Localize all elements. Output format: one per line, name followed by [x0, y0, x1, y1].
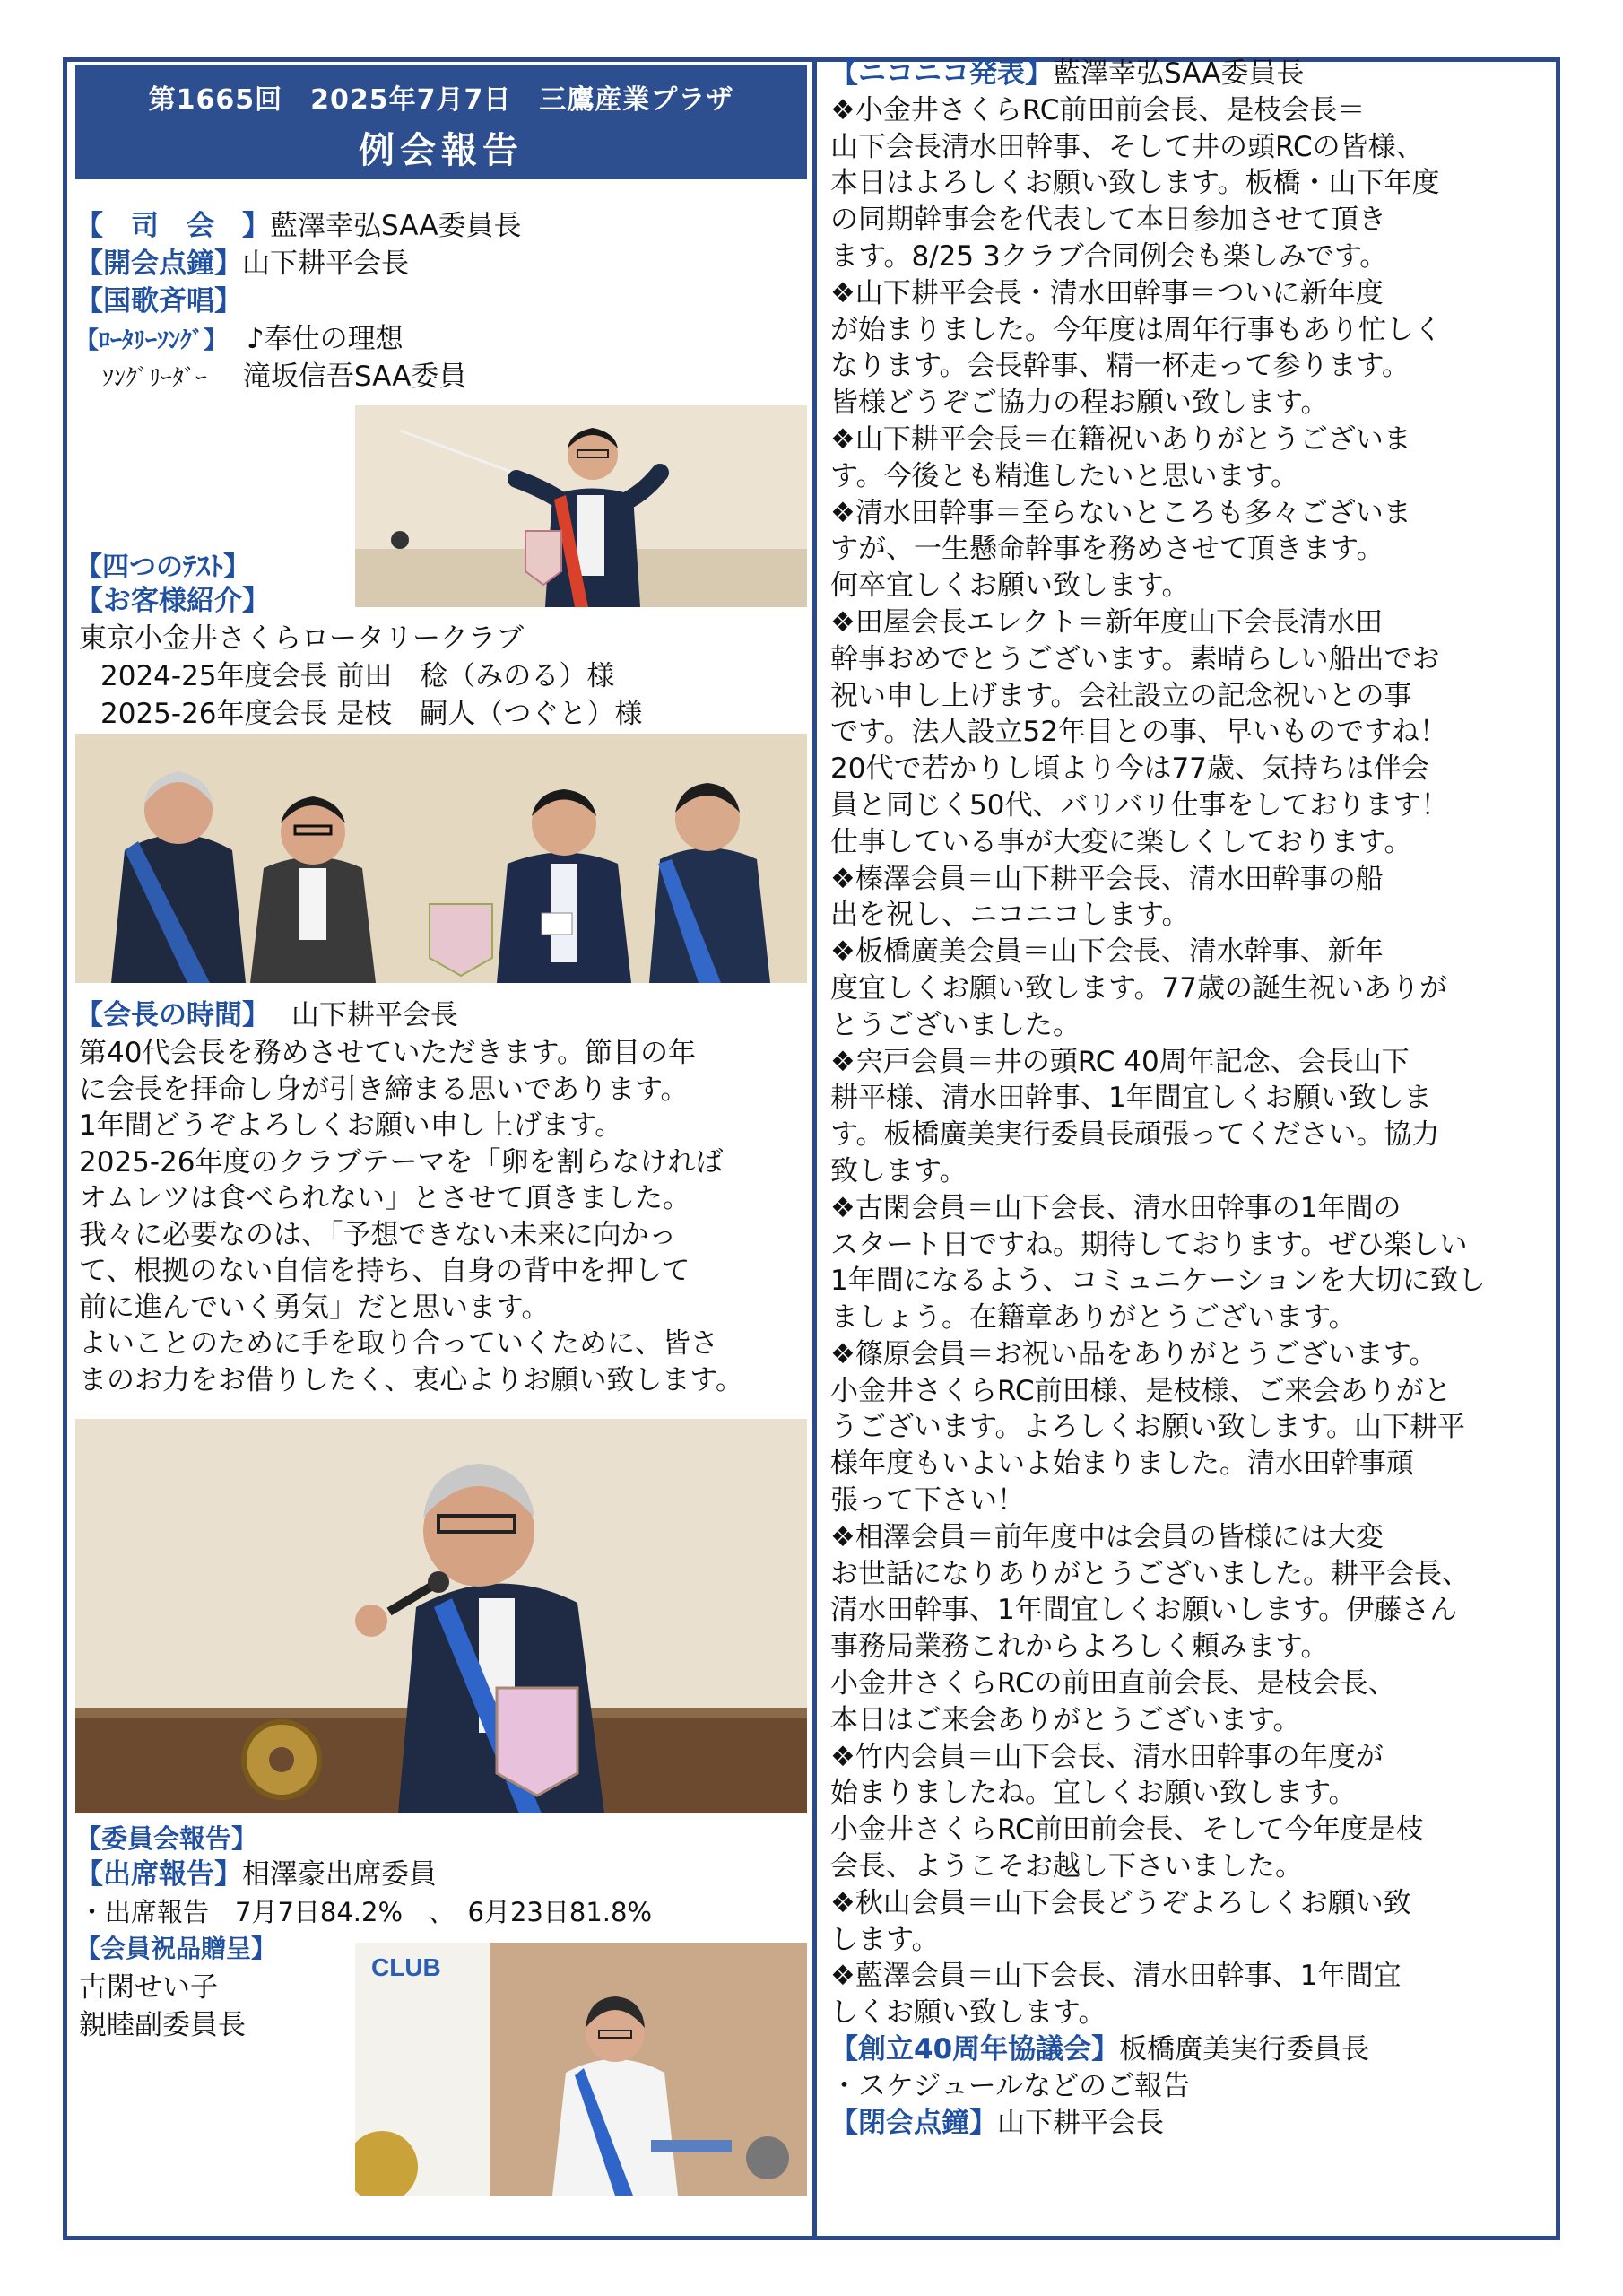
line-text: の同期幹事会を代表して本日参加させて頂き — [830, 204, 1386, 237]
four-test-row — [75, 549, 250, 586]
speech-line: て、根拠のない自信を持ち、自身の背中を押して — [79, 1255, 690, 1287]
line-text: 小金井さくらRCの前田直前会長、是枝会長、 — [830, 1667, 1396, 1700]
nikoniko-line — [830, 1922, 1548, 1959]
line-text: 耕平様、清水田幹事、1年間宜しくお願い致しま — [830, 1082, 1432, 1115]
attendance-row — [75, 1857, 437, 1892]
line-text: す。板橋廣美実行委員長頑張ってください。協力 — [830, 1118, 1440, 1152]
shikai-value: 藍澤幸弘SAA委員長 — [270, 210, 522, 242]
section-tag: 【閉会点鐘】 — [830, 2106, 997, 2139]
line-text: ❖山下耕平会長・清水田幹事＝ついに新年度 — [830, 276, 1384, 309]
line-text: すが、一生懸命幹事を務めさせて頂きます。 — [830, 533, 1384, 566]
line-text: 致します。 — [830, 1154, 968, 1187]
line-text: なります。会長幹事、精一杯走って参ります。 — [830, 350, 1410, 383]
kaikai-value: 山下耕平会長 — [242, 248, 409, 280]
line-text: 本日はご来会ありがとうございます。 — [830, 1703, 1301, 1736]
nikoniko-line — [830, 1300, 1548, 1336]
nikoniko-line — [830, 56, 1548, 92]
nikoniko-line — [830, 1995, 1548, 2031]
line-text: 1年間になるよう、コミュニケーションを大切に致し — [830, 1265, 1486, 1298]
guests-photo — [75, 734, 807, 983]
kokka-row — [75, 283, 242, 319]
speech-line: まのお力をお借りしたく、衷心よりお願い致します。 — [79, 1363, 743, 1396]
line-text: スタート日ですね。期待しております。ぜひ楽しい — [830, 1228, 1468, 1261]
line-text: 本日はよろしくお願い致します。板橋・山下年度 — [830, 167, 1440, 200]
nikoniko-line — [830, 678, 1548, 715]
nikoniko-line — [830, 1190, 1548, 1227]
line-text: 山下会長清水田幹事、そして井の頭RCの皆様、 — [830, 130, 1424, 163]
line-text: ❖秋山会員＝山下会長どうぞよろしくお願い致 — [830, 1886, 1411, 1919]
gift-photo — [355, 1943, 807, 2196]
song-leader-photo — [355, 405, 807, 607]
nikoniko-line — [830, 202, 1548, 239]
club-sign: CLUB — [371, 1953, 441, 1981]
nikoniko-line — [830, 641, 1548, 678]
line-text: 20代で若かりし頃より今は77歳、気持ちは伴会 — [830, 752, 1429, 786]
president-tag: 【会長の時間】 — [75, 999, 270, 1031]
song-leader-value: 滝坂信吾SAA委員 — [242, 361, 467, 393]
line-text: 出を祝し、ニコニコします。 — [830, 899, 1190, 932]
line-text: 祝い申し上げます。会社設立の記念祝いとの事 — [830, 679, 1412, 712]
gift-role: 親睦副委員長 — [79, 2009, 246, 2041]
nikoniko-line — [830, 312, 1548, 349]
guest-club: 東京小金井さくらロータリークラブ — [79, 622, 524, 655]
section-tag: 【創立40周年協議会】 — [830, 2033, 1120, 2066]
rotary-song-row — [75, 321, 404, 359]
nikoniko-line — [830, 1336, 1548, 1373]
committee-row — [75, 1821, 257, 1857]
song-leader-row — [102, 359, 466, 396]
song-leader-tag: ｿﾝｸﾞﾘｰﾀﾞｰ — [102, 365, 208, 392]
committee-tag: 【委員会報告】 — [75, 1823, 258, 1854]
nikoniko-line — [830, 787, 1548, 824]
nikoniko-line — [830, 934, 1548, 970]
line-text: 仕事している事が大変に楽しくしております。 — [830, 825, 1412, 858]
line-text: ❖竹内会員＝山下会長、清水田幹事の年度が — [830, 1740, 1384, 1773]
nikoniko-line — [830, 2068, 1548, 2105]
nikoniko-line — [830, 348, 1548, 385]
shikai-tag: 【 司 会 】 — [75, 210, 270, 242]
kaikai-tag: 【開会点鐘】 — [75, 248, 242, 280]
speech-line: よいことのために手を取り合っていくために、皆さ — [79, 1327, 718, 1360]
nikoniko-line — [830, 714, 1548, 751]
line-text: 清水田幹事、1年間宜しくお願いします。伊藤さん — [830, 1594, 1458, 1627]
nikoniko-line — [830, 1044, 1548, 1081]
nikoniko-line — [830, 1007, 1548, 1044]
guest-2: 2025-26年度会長 是枝 嗣人（つぐと）様 — [100, 698, 643, 730]
guest-row — [75, 583, 270, 619]
nikoniko-line — [830, 1592, 1548, 1629]
line-text: す。今後とも精進したいと思います。 — [830, 459, 1299, 492]
gift-name: 古閑せい子 — [79, 1971, 218, 2004]
nikoniko-line — [830, 970, 1548, 1007]
line-text: 様年度もいよいよ始まりました。清水田幹事頑 — [830, 1448, 1414, 1481]
report-title: 例会報告 — [359, 130, 524, 171]
nikoniko-line — [830, 1665, 1548, 1702]
speech-line: オムレツは食べられない」とさせて頂きました。 — [79, 1182, 690, 1214]
line-text: 度宜しくお願い致します。77歳の誕生祝いありが — [830, 971, 1447, 1004]
line-text: 事務局業務これからよろしく頼みます。 — [830, 1631, 1329, 1664]
gift-tag: 【会員祝品贈呈】 — [75, 1934, 277, 1963]
line-text: 小金井さくらRC前田前会長、そして今年度是枝 — [830, 1813, 1424, 1847]
speech-line: 第40代会長を務めさせていただきます。節目の年 — [79, 1037, 696, 1069]
report-header — [75, 65, 807, 179]
line-text: しくお願い致します。 — [830, 1996, 1107, 2030]
attendance-tag: 【出席報告】 — [75, 1858, 242, 1891]
nikoniko-line — [830, 1848, 1548, 1885]
speech-line: 前に進んでいく勇気」だと思います。 — [79, 1291, 550, 1324]
nikoniko-line — [830, 1885, 1548, 1922]
line-text: 藍澤幸弘SAA委員長 — [1053, 57, 1305, 90]
nikoniko-line — [830, 897, 1548, 934]
nikoniko-line — [830, 861, 1548, 898]
guest-1: 2024-25年度会長 前田 稔（みのる）様 — [100, 660, 615, 692]
president-row — [75, 997, 458, 1033]
line-text: ・スケジュールなどのご報告 — [830, 2069, 1191, 2102]
line-text: です。法人設立52年目との事、早いものですね！ — [830, 716, 1447, 749]
line-text: ❖榛澤会員＝山下耕平会長、清水田幹事の船 — [830, 862, 1384, 895]
nikoniko-line — [830, 1446, 1548, 1483]
section-tag: 【ニコニコ発表】 — [830, 57, 1053, 90]
line-text: ❖古閑会員＝山下会長、清水田幹事の1年間の — [830, 1191, 1402, 1224]
line-text: お世話になりありがとうございました。耕平会長、 — [830, 1557, 1470, 1590]
line-text: 山下耕平会長 — [997, 2106, 1164, 2139]
line-text: します。 — [830, 1923, 940, 1956]
nikoniko-line — [830, 165, 1548, 202]
nikoniko-line — [830, 1629, 1548, 1665]
nikoniko-line — [830, 495, 1548, 532]
line-text: 小金井さくらRC前田様、是枝様、ご来会ありがと — [830, 1374, 1452, 1407]
line-text: ❖清水田幹事＝至らないところも多々ございま — [830, 496, 1411, 529]
nikoniko-line — [830, 604, 1548, 641]
nikoniko-line — [830, 422, 1548, 458]
speech-line: に会長を拝命し身が引き締まる思いであります。 — [79, 1073, 689, 1106]
nikoniko-line — [830, 1519, 1548, 1556]
nikoniko-line — [830, 568, 1548, 604]
nikoniko-line — [830, 1958, 1548, 1995]
line-text: うございます。よろしくお願い致します。山下耕平 — [830, 1411, 1466, 1444]
nikoniko-line — [830, 239, 1548, 275]
line-text: 幹事おめでとうございます。素晴らしい船出でお — [830, 642, 1440, 675]
line-text: ❖篠原会員＝お祝い品をありがとうございます。 — [830, 1337, 1437, 1370]
nikoniko-line — [830, 458, 1548, 495]
kokka-tag: 【国歌斉唱】 — [75, 285, 242, 317]
nikoniko-line — [830, 2105, 1548, 2142]
nikoniko-line — [830, 1409, 1548, 1446]
speech-line: 2025-26年度のクラブテーマを「卵を割らなければ — [79, 1145, 724, 1178]
nikoniko-line — [830, 1263, 1548, 1300]
nikoniko-line — [830, 92, 1548, 129]
line-text: 張って下さい！ — [830, 1484, 1025, 1518]
nikoniko-line — [830, 1812, 1548, 1848]
nikoniko-line — [830, 1373, 1548, 1410]
line-text: とうございました。 — [830, 1008, 1081, 1041]
line-text: ましょう。在籍章ありがとうございます。 — [830, 1301, 1357, 1335]
nikoniko-line — [830, 1080, 1548, 1117]
kaikai-row — [75, 246, 409, 282]
president-name: 山下耕平会長 — [291, 999, 458, 1031]
line-text: ❖板橋廣美会員＝山下会長、清水幹事、新年 — [830, 935, 1384, 969]
rotary-song-tag: 【ﾛｰﾀﾘｰｿﾝｸﾞ】 — [75, 327, 228, 354]
nikoniko-line — [830, 1739, 1548, 1776]
line-text: 何卒宜しくお願い致します。 — [830, 570, 1190, 603]
nikoniko-column — [830, 56, 1548, 2141]
speech-line: 1年間どうぞよろしくお願い申し上げます。 — [79, 1109, 623, 1142]
nikoniko-line — [830, 1153, 1548, 1190]
line-text: ます。8/25 3クラブ合同例会も楽しみです。 — [830, 239, 1388, 273]
nikoniko-line — [830, 1117, 1548, 1153]
attendance-detail: ・出席報告 7月7日84.2% 、 6月23日81.8% — [79, 1897, 653, 1927]
meeting-info: 第1665回 2025年7月7日 三鷹産業プラザ — [148, 84, 734, 116]
rotary-song-value: ♪奉仕の理想 — [246, 323, 404, 355]
line-text: 員と同じく50代、バリバリ仕事をしております！ — [830, 788, 1449, 822]
line-text: ❖相澤会員＝前年度中は会員の皆様には大変 — [830, 1520, 1384, 1553]
column-divider — [812, 57, 817, 2240]
nikoniko-line — [830, 275, 1548, 312]
nikoniko-line — [830, 1702, 1548, 1739]
nikoniko-line — [830, 751, 1548, 787]
attendance-value: 相澤豪出席委員 — [242, 1858, 437, 1891]
nikoniko-line — [830, 2031, 1548, 2068]
line-text: 始まりましたね。宜しくお願い致します。 — [830, 1777, 1357, 1810]
president-speech — [79, 1035, 811, 1398]
nikoniko-line — [830, 1483, 1548, 1519]
shikai-row — [75, 208, 522, 244]
nikoniko-line — [830, 531, 1548, 568]
line-text: 皆様どうぞご協力の程お願い致します。 — [830, 387, 1329, 420]
line-text: ❖山下耕平会長＝在籍祝いありがとうございま — [830, 422, 1411, 456]
line-text: ❖小金井さくらRC前田前会長、是枝会長＝ — [830, 93, 1366, 126]
line-text: ❖田屋会長エレクト＝新年度山下会長清水田 — [830, 605, 1384, 639]
line-text: 会長、ようこそお越し下さいました。 — [830, 1850, 1303, 1883]
speech-line: 我々に必要なのは、「予想できない未来に向かっ — [79, 1218, 677, 1251]
nikoniko-line — [830, 385, 1548, 422]
gift-row — [75, 1930, 276, 1967]
four-test-tag: 【四つのﾃｽﾄ】 — [75, 552, 250, 583]
line-text: が始まりました。今年度は周年行事もあり忙しく — [830, 313, 1442, 346]
line-text: 板橋廣美実行委員長 — [1119, 2033, 1370, 2066]
guest-tag: 【お客様紹介】 — [75, 585, 270, 617]
nikoniko-line — [830, 1775, 1548, 1812]
president-photo — [75, 1419, 807, 1813]
nikoniko-line — [830, 824, 1548, 861]
line-text: ❖藍澤会員＝山下会長、清水田幹事、1年間宜 — [830, 1960, 1402, 1993]
nikoniko-line — [830, 1227, 1548, 1264]
line-text: ❖宍戸会員＝井の頭RC 40周年記念、会長山下 — [830, 1045, 1410, 1078]
nikoniko-line — [830, 129, 1548, 166]
nikoniko-line — [830, 1556, 1548, 1593]
